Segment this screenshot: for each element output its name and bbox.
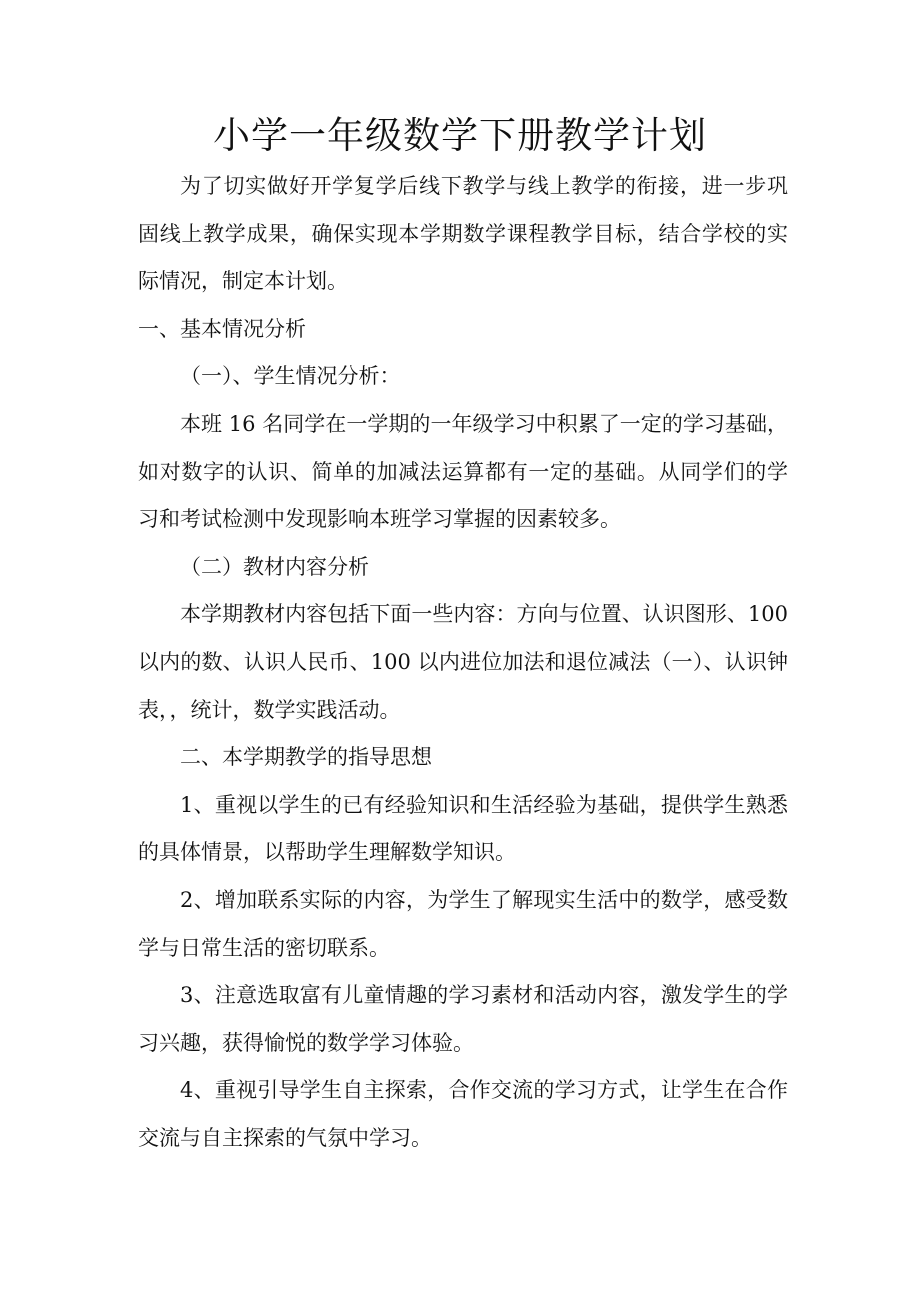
guideline-item-2: 2、增加联系实际的内容，为学生了解现实生活中的数学，感受数学与日常生活的密切联系。: [138, 887, 788, 960]
subsection-heading-2: （二）教材内容分析: [180, 554, 369, 579]
section-heading-1: 一、基本情况分析: [138, 316, 306, 341]
textbook-analysis-paragraph: 本学期教材内容包括下面一些内容：方向与位置、认识图形、100 以内的数、认识人民币、100 以内进位加法和退位减法（一）、认识钟表，，统计，数学实践活动。: [138, 602, 788, 722]
intro-paragraph: 为了切实做好开学复学后线下教学与线上教学的衔接，进一步巩固线上教学成果，确保实现本学期数学课程教学目标，结合学校的实际情况，制定本计划。: [138, 174, 788, 294]
guideline-item-3: 3、注意选取富有儿童情趣的学习素材和活动内容，激发学生的学习兴趣，获得愉悦的数学学习体验。: [138, 983, 788, 1055]
document-title: 小学一年级数学下册教学计划: [213, 114, 707, 157]
student-analysis-paragraph: 本班 16 名同学在一学期的一年级学习中积累了一定的学习基础，如对数字的认识、简单的加减法运算都有一定的基础。从同学们的学习和考试检测中发现影响本班学习掌握的因素较多。: [138, 411, 788, 532]
section-heading-2: 二、本学期教学的指导思想: [180, 745, 432, 770]
guideline-item-4: 4、重视引导学生自主探索，合作交流的学习方式，让学生在合作交流与自主探索的气氛中学习。: [138, 1078, 788, 1150]
subsection-heading-1: （一）、学生情况分析：: [180, 364, 401, 389]
document-body: [138, 163, 788, 1162]
guideline-item-1: 1、重视以学生的已有经验知识和生活经验为基础，提供学生熟悉的具体情景，以帮助学生理解数学知识。: [138, 792, 788, 865]
